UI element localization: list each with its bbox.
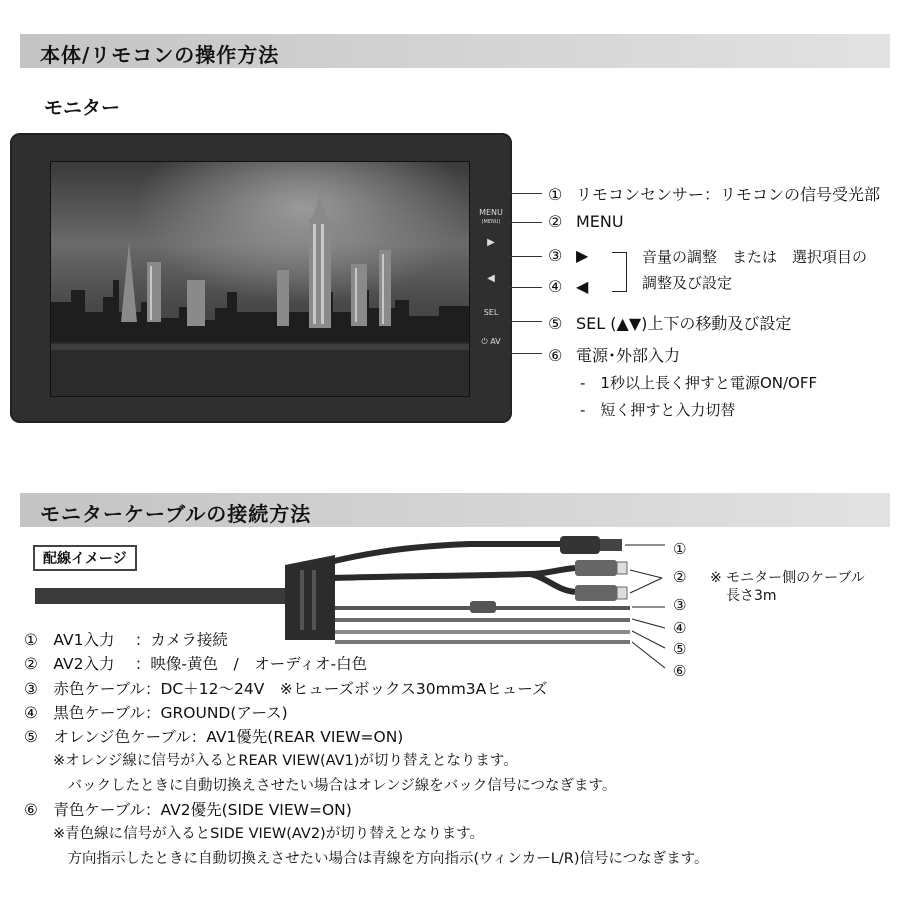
list-item: 方向指示したときに自動切換えさせたい場合は青線を方向指示(ウィンカーL/R)信号につなぎます。 [24, 850, 709, 867]
leader-line [508, 256, 542, 257]
wiring-image-label: 配線イメージ [33, 545, 137, 571]
callout-sel: ⑤ SEL (▲▼)上下の移動及び設定 [548, 314, 792, 333]
leader-line [508, 287, 542, 288]
section-title: 本体/リモコンの操作方法 [40, 43, 280, 67]
callout-power: ⑥ 電源･外部入力 [548, 346, 681, 365]
list-item: ③ 赤色ケーブル：DC＋12～24V ※ヒューズボックス30mm3Aヒューズ [24, 679, 548, 698]
list-item: ⑥ 青色ケーブル：AV2優先(SIDE VIEW=ON) [24, 801, 352, 820]
list-item: ※オレンジ線に信号が入るとREAR VIEW(AV1)が切り替えとなります。 [24, 753, 518, 770]
leader-line [508, 353, 542, 354]
list-item: ⑤ オレンジ色ケーブル：AV1優先(REAR VIEW=ON) [24, 728, 404, 747]
arrow-note-line1: 音量の調整 または 選択項目の [642, 248, 868, 266]
bracket [612, 252, 627, 292]
power-av-button-label: ⏻ AV [481, 337, 501, 346]
power-note-short: - 短く押すと入力切替 [580, 401, 736, 419]
section-header-operation [20, 34, 890, 68]
cable-length-note: ※ モニター側のケーブル 長さ3m [710, 570, 865, 604]
section-header-cable [20, 493, 890, 527]
menu-button-label: MENU [479, 208, 503, 217]
power-note-long: - 1秒以上長く押すと電源ON/OFF [580, 374, 818, 392]
menu-button-sublabel: (MENU) [481, 219, 501, 225]
leader-line [508, 193, 542, 194]
monitor-screen [50, 161, 470, 397]
sel-button-label: SEL [483, 308, 499, 317]
list-item: ※青色線に信号が入るとSIDE VIEW(AV2)が切り替えとなります。 [24, 826, 485, 843]
list-item: ① AV1入力 ：カメラ接続 [24, 631, 228, 649]
list-item: バックしたときに自動切換えさせたい場合はオレンジ線をバック信号につなぎます。 [24, 777, 617, 794]
list-item: ④ 黒色ケーブル：GROUND(アース) [24, 703, 288, 722]
cable-num-1: ① [673, 540, 687, 558]
leader-line [508, 321, 542, 322]
cable-num-6: ⑥ [673, 662, 687, 680]
callout-remote-sensor: ① リモコンセンサー：リモコンの信号受光部 [548, 185, 881, 204]
monitor-heading: モニター [44, 97, 121, 119]
left-arrow-button[interactable]: ◀ [487, 273, 495, 284]
city-skyline-image [51, 162, 469, 396]
list-item: ② AV2入力 ：映像-黄色 / オーディオ-白色 [24, 655, 368, 674]
right-arrow-button[interactable]: ▶ [487, 237, 495, 248]
callout-left: ④ ◀ [548, 277, 589, 296]
callout-right: ③ ▶ [548, 246, 589, 265]
arrow-note-line2: 調整及び設定 [642, 274, 733, 292]
cable-description-list [24, 628, 709, 871]
leader-line [508, 222, 542, 223]
cable-num-4: ④ [673, 619, 687, 637]
section-title: モニターケーブルの接続方法 [40, 502, 312, 526]
cable-num-5: ⑤ [673, 640, 687, 658]
cable-num-2: ② [673, 568, 687, 586]
monitor-illustration [10, 133, 512, 423]
callout-menu: ② MENU [548, 212, 624, 231]
cable-num-3: ③ [673, 596, 687, 614]
